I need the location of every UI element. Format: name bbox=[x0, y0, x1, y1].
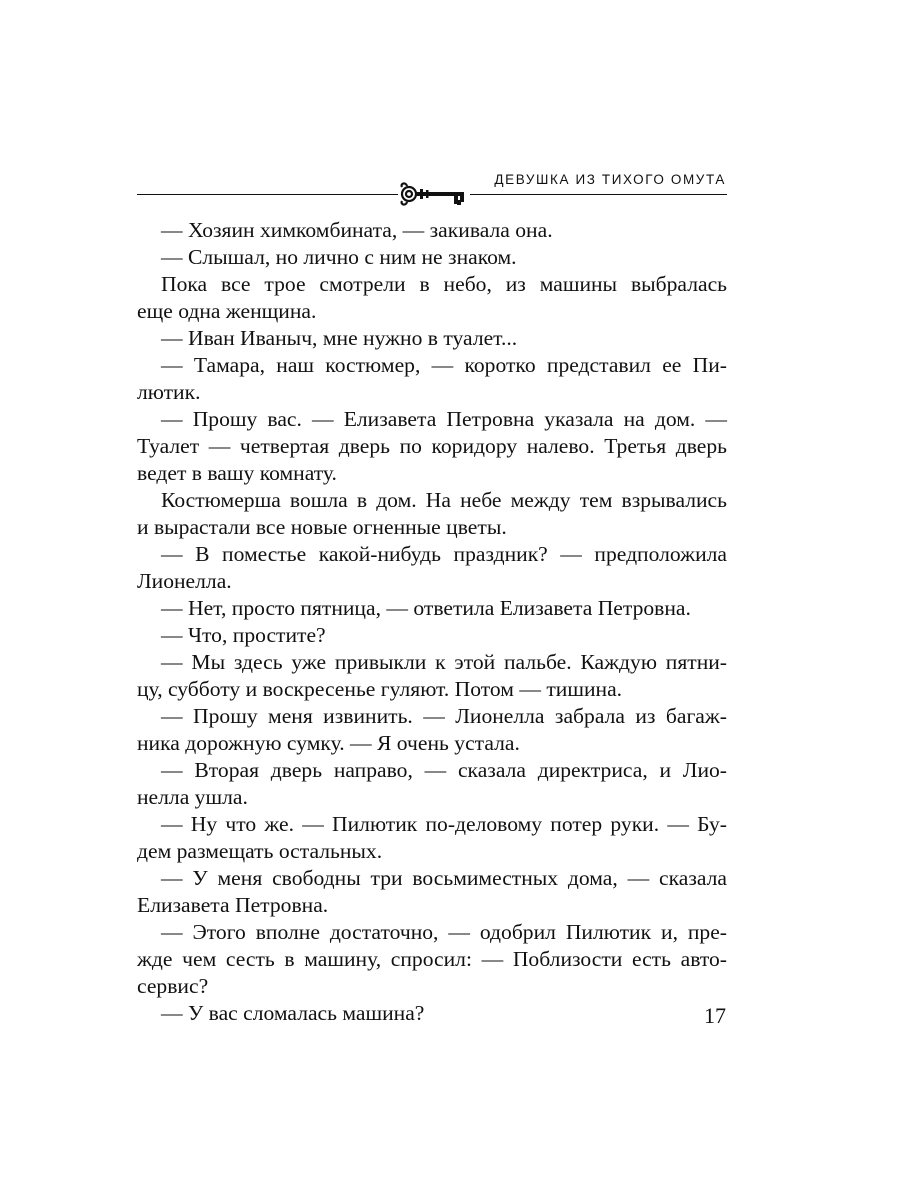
key-icon bbox=[398, 181, 470, 207]
body-text bbox=[137, 217, 727, 1027]
text-line: — Иван Иваныч, мне нужно в туалет... bbox=[161, 326, 518, 350]
text-line: и вырастали все новые огненные цветы. bbox=[137, 515, 507, 539]
text-line: Туалет — четвертая дверь по коридору налево. Третья дверь bbox=[137, 434, 727, 458]
text-line: — Хозяин химкомбината, — закивала она. bbox=[161, 218, 553, 242]
text-line: Костюмерша вошла в дом. На небе между тем взрывались bbox=[161, 488, 727, 512]
text-line: — Прошу вас. — Елизавета Петровна указала на дом. — bbox=[161, 407, 727, 431]
text-line: — Ну что же. — Пилютик по-деловому потер руки. — Бу- bbox=[161, 812, 727, 836]
text-line: Лионелла. bbox=[137, 569, 232, 593]
text-line: Елизавета Петровна. bbox=[137, 893, 329, 917]
text-line: — В поместье какой-нибудь праздник? — предположила bbox=[161, 542, 727, 566]
page-number: 17 bbox=[704, 1003, 726, 1028]
text-line: ника дорожную сумку. — Я очень устала. bbox=[137, 731, 520, 755]
text-line: — У меня свободны три восьмиместных дома, — сказала bbox=[161, 866, 727, 890]
text-line: — У вас сломалась машина? bbox=[161, 1001, 425, 1025]
text-line: — Что, простите? bbox=[161, 623, 326, 647]
text-line: лютик. bbox=[137, 380, 201, 404]
text-line: — Мы здесь уже привыкли к этой пальбе. Каждую пятни- bbox=[161, 650, 727, 674]
running-title: ДЕВУШКА ИЗ ТИХОГО ОМУТА bbox=[494, 172, 726, 187]
text-line: Пока все трое смотрели в небо, из машины выбралась bbox=[161, 272, 727, 296]
text-line: нелла ушла. bbox=[137, 785, 248, 809]
text-line: — Нет, просто пятница, — ответила Елизавета Петровна. bbox=[161, 596, 691, 620]
text-line: еще одна женщина. bbox=[137, 299, 317, 323]
text-line: жде чем сесть в машину, спросил: — Поблизости есть авто- bbox=[137, 947, 727, 971]
text-line: сервис? bbox=[137, 974, 209, 998]
text-line: — Прошу меня извинить. — Лионелла забрала из багаж- bbox=[161, 704, 727, 728]
text-line: ведет в вашу комнату. bbox=[137, 461, 337, 485]
text-line: дем размещать остальных. bbox=[137, 839, 383, 863]
text-line: — Слышал, но лично с ним не знаком. bbox=[161, 245, 517, 269]
text-line: — Тамара, наш костюмер, — коротко представил ее Пи- bbox=[161, 353, 727, 377]
text-line: — Этого вполне достаточно, — одобрил Пилютик и, пре- bbox=[161, 920, 727, 944]
text-line: — Вторая дверь направо, — сказала директриса, и Лио- bbox=[161, 758, 727, 782]
text-line: цу, субботу и воскресенье гуляют. Потом — тишина. bbox=[137, 677, 623, 701]
